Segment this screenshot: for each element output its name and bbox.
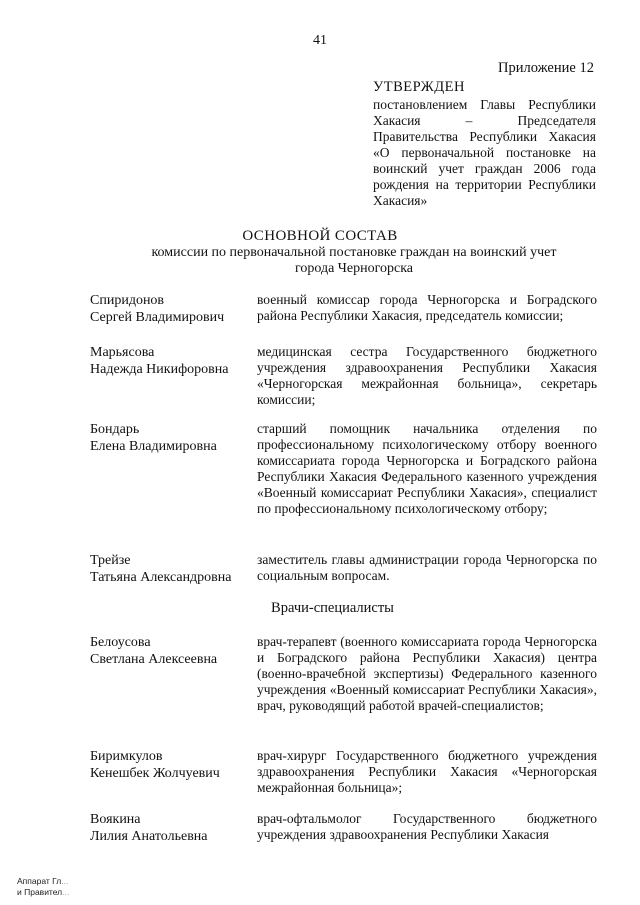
approval-text: постановлением Главы Республики Хакасия – Председателя Правительства Республики Хакасия «О первоначальной постановке на воинский учет граждан 2006 года рождения на территории Республики Хакасия» [373,97,596,208]
member-role: заместитель главы администрации города Черногорска по социальным вопросам. [257,552,597,583]
member-name [90,552,250,586]
member-given-name: Надежда Никифоровна [90,362,229,377]
stamp-line: Аппарат Гл [17,876,62,886]
member-role: медицинская сестра Государственного бюджетного учреждения здравоохранения Республики Хакасия «Черногорская межрайонная больница», секретарь комиссии; [257,344,597,407]
approval-title: УТВЕРЖДЕН [373,79,465,95]
document-subtitle: комиссии по первоначальной постановке граждан на воинский учет города Черногорска [151,245,557,276]
member-given-name: Елена Владимировна [90,439,217,454]
member-surname: Трейзе [90,553,131,568]
member-name [90,811,250,845]
member-surname: Бондарь [90,422,140,437]
member-surname: Спиридонов [90,293,165,308]
page-number: 41 [313,33,327,48]
document-title: ОСНОВНОЙ СОСТАВ [242,228,398,244]
member-surname: Белоусова [90,635,151,650]
stamp-line: и Правител [17,887,63,897]
member-surname: Марьясова [90,345,155,360]
approval-block [373,79,596,209]
stamp-line-faded: ... [62,887,70,897]
member-given-name: Лилия Анатольевна [90,829,208,844]
member-given-name: Кенешбек Жолчуевич [90,766,220,781]
member-role: старший помощник начальника отделения по профессиональному психологическому отбору военного комиссариата города Черногорска и Боградского района Республики Хакасия Федерального казенного учреждения «Военный комиссариат Республики Хакасия», специалист по профессиональному психологическому отбору; [257,421,597,516]
member-name [90,421,250,455]
member-surname: Биримкулов [90,749,163,764]
member-role: военный комиссар города Черногорска и Боградского района Республики Хакасия, председатель комиссии; [257,292,597,323]
member-surname: Воякина [90,812,141,827]
member-given-name: Татьяна Александровна [90,570,232,585]
section-heading-specialists: Врачи-специалисты [271,600,394,616]
member-role: врач-хирург Государственного бюджетного учреждения здравоохранения Республики Хакасия «Черногорская межрайонная больница»; [257,748,597,795]
member-given-name: Светлана Алексеевна [90,652,218,667]
member-name [90,292,250,326]
member-given-name: Сергей Владимирович [90,310,225,325]
member-name [90,344,250,378]
office-stamp [17,876,69,898]
member-name [90,634,250,668]
stamp-line-faded: ... [61,876,69,886]
appendix-label: Приложение 12 [498,60,594,76]
member-role: врач-офтальмолог Государственного бюджетного учреждения здравоохранения Республики Хакасия [257,811,597,842]
member-name [90,748,250,782]
member-role: врач-терапевт (военного комиссариата города Черногорска и Боградского района Республики Хакасия) центра (военно-врачебной экспертизы) Федерального казенного учреждения «Военный комиссариат Республики Хакасия», врач, руководящий работой врачей-специалистов; [257,634,597,713]
